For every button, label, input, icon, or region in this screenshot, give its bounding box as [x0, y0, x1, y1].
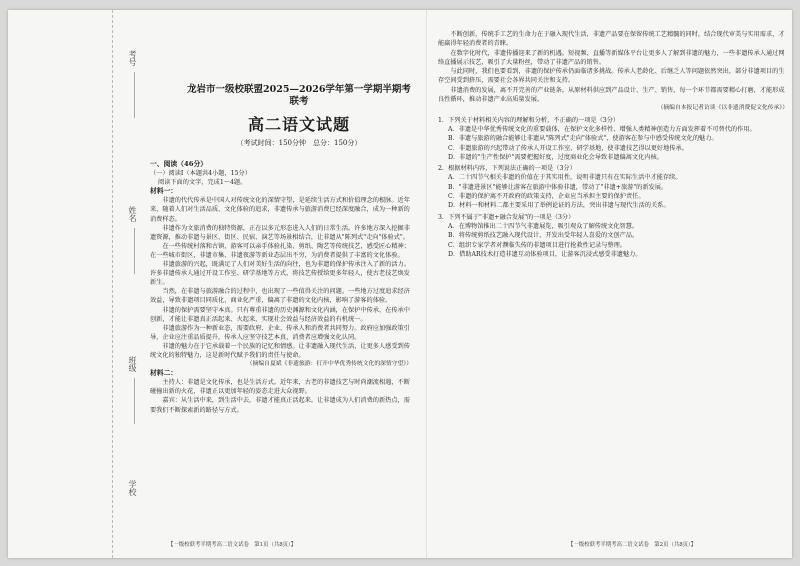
side-label-banji: 班级 [128, 356, 137, 372]
question-option: D．材料一和材料二都主要采用了举例论证的方法，突出非遗与现代生活的关系。 [448, 202, 670, 210]
question-option: B．将传统剪纸技艺融入现代设计，开发出受年轻人喜爱的文创产品。 [448, 232, 639, 240]
question-stem: 2．根据材料内容，下列说法正确的一项是（3分） [438, 165, 576, 173]
question-stem: 3．下列不属于"非遗+融合发展"的一项是（3分） [438, 213, 575, 221]
side-label-xuexiao: 学校 [128, 480, 137, 496]
page-footer-right: 【一级校联考半期考高二语文试卷 第2页（共8页）】 [568, 542, 697, 548]
question-option: C．组织专家学者对濒临失传的非遗项目进行抢救性记录与整理。 [448, 241, 626, 249]
paragraph: 非遗作为文旅消费的独特资源，正在以多元形态进入人们的日常生活。许多地方深入挖掘非遗资源，推动非遗与景区、街区、民宿、演艺等场景相结合，让非遗从"陈列式"走向"体验式"。 [150, 224, 410, 241]
paragraph: 嘉宾：从生活中来，到生活中去，非遗才能真正活起来。让非遗成为人们消费的新热点，需要我们不断探索新的路径与方式。 [150, 397, 410, 414]
paragraph: 主持人：非遗是文化传承，也是生活方式。近年来，古老的非遗技艺与时尚潮流相遇，不断碰撞出新的火花，非遗正以更加年轻的姿态走进大众视野。 [150, 379, 410, 396]
page-footer-left: 【一级校联考半期考高二语文试卷 第1页（共8页）】 [168, 542, 297, 548]
paragraph: 非遗旅游的兴起，既满足了人们对美好生活的向往，也为非遗的保护传承注入了新的活力。许多非遗传承人通过开设工作室、研学基地等方式，将技艺传授给更多年轻人，使古老技艺焕发新生。 [150, 261, 410, 287]
question-option: A．在博物馆推出二十四节气非遗展览，吸引观众了解传统文化智慧。 [448, 222, 639, 230]
right-column [438, 30, 788, 259]
question-option: A．非遗是中华优秀传统文化的重要载体，在保护文化多样性、增强人类精神创造力方面发挥着不可替代的作用。 [448, 125, 756, 133]
paragraph: 在数字化时代，非遗传播迎来了新的机遇。短视频、直播等新媒体平台让更多人了解到非遗的魅力，一些非遗传承人通过网络直播展示技艺，吸引了大量粉丝，带动了非遗产品的销售。 [438, 49, 785, 66]
question-option: B．"非遗进景区"能够让游客在旅游中体验非遗，带动了"非遗+旅游"的新发展。 [448, 183, 668, 191]
subsection-heading: （一）阅读Ⅰ（本题共4小题，15分） [150, 170, 251, 178]
side-label-kaohao: 考号 [128, 50, 137, 66]
paragraph: 非遗消费的发展，离不开完善的产业链条。从原材料供应到产品设计、生产、销售，每一个环节都需要精心打磨，才能形成良性循环，推动非遗产业高质量发展。 [438, 86, 785, 104]
binding-line [112, 10, 114, 558]
paragraph: 不断创新，传统手工艺的生命力在于融入现代生活，非遗产品要在保留传统工艺精髓的同时，结合现代审美与实用需求，才能赢得年轻消费者的青睐。 [438, 31, 785, 48]
paragraph: 在一些传统村落和古镇，游客可以亲手体验扎染、剪纸、陶艺等传统技艺，感受匠心精神；在一些城市街区，非遗市集、非遗夜游等新业态层出不穷，为消费者提供了丰富的文化体验。 [150, 242, 410, 259]
material-label: 材料一： [150, 187, 178, 196]
exam-name: 龙岩市一级校联盟2025—2026学年第一学期半期考联考 [187, 84, 411, 107]
paragraph: 与此同时，我们也要看到，非遗的保护传承仍面临诸多挑战。传承人老龄化、后继乏人等问题依然突出，部分非遗项目的生存空间受到挤压，需要社会各界共同关注和支持。 [438, 68, 785, 85]
exam-sheet [8, 10, 792, 558]
question-option: C．非遗旅游的兴起带动了传承人开设工作室、研学基地，使非遗技艺得以更好地传承。 [448, 144, 688, 152]
source-citation: （摘编自本报记者访谈《以非遗消费促文化传承》） [657, 105, 788, 112]
material-label: 材料二： [150, 369, 178, 378]
paragraph: 非遗的代代传承是中国人对传统文化的深情守望，是延续生活方式和价值理念的根脉。近年来，随着人们对生活品质、文化体验的追求，非遗传承与旅游消费已经深度融合，成为一种新的消费样态。 [150, 197, 410, 223]
side-blank-kaohao [126, 72, 135, 118]
question-option: A．二十四节气相关非遗的价值在于其实用性，说明非遗只有在实际生活中才能存续。 [448, 174, 682, 182]
left-column [150, 84, 412, 415]
question-option: C．非遗的保护离不开政府的政策支持，企业应当承担主要的保护责任。 [448, 193, 645, 201]
side-blank-xingming [126, 228, 135, 274]
section-heading: 一、阅读（46分） [150, 160, 208, 168]
instruction: 阅读下面的文字，完成1～4题。 [158, 179, 247, 187]
question-option: D．非遗的"生产性保护"需要把握好度，过度商业化会导致非遗偏离文化内核。 [448, 153, 663, 161]
paragraph: 非遗旅游作为一种新业态，需要政府、企业、传承人和消费者共同努力。政府应加强政策引导，企业应注重品质提升，传承人应坚守技艺本真，消费者应增强文化认同。 [150, 324, 410, 341]
question-option: D．借助AR技术打造非遗互动体验项目，让游客沉浸式感受非遗魅力。 [448, 250, 642, 258]
side-blank-banji [126, 378, 135, 424]
paragraph: 当然，在非遗与旅游融合的过程中，也出现了一些值得关注的问题。一些地方过度追求经济效益，导致非遗项目同质化、商业化严重，偏离了非遗的文化内核，影响了游客的体验。 [150, 288, 410, 305]
question-stem: 1．下列关于材料相关内容的理解和分析，不正确的一项是（3分） [438, 116, 620, 124]
question-option: B．非遗与旅游的融合能够让非遗从"陈列式"走向"体验式"，使游客在参与中感受传统文化的魅力。 [448, 135, 718, 143]
side-label-xingming: 姓名 [128, 206, 137, 222]
paragraph: 非遗的魅力在于它承载着一个民族的记忆和情感。让非遗融入现代生活，让更多人感受到传统文化的独特魅力，这是新时代赋予我们的责任与使命。 [150, 342, 410, 359]
exam-meta: （考试时间：150分钟 总分：150分） [236, 139, 362, 147]
paragraph: 非遗的保护需要坚守本真。只有尊重非遗的历史渊源和文化内涵，在保护中传承、在传承中创新，才能让非遗真正活起来、火起来，实现社会效益与经济效益的有机统一。 [150, 306, 410, 323]
source-citation: （摘编自夏斌《非遗旅游：打开中华优秀传统文化的深情守望》） [246, 361, 412, 368]
page-fold [426, 10, 427, 558]
page-title: 高二语文试题 [247, 115, 350, 134]
